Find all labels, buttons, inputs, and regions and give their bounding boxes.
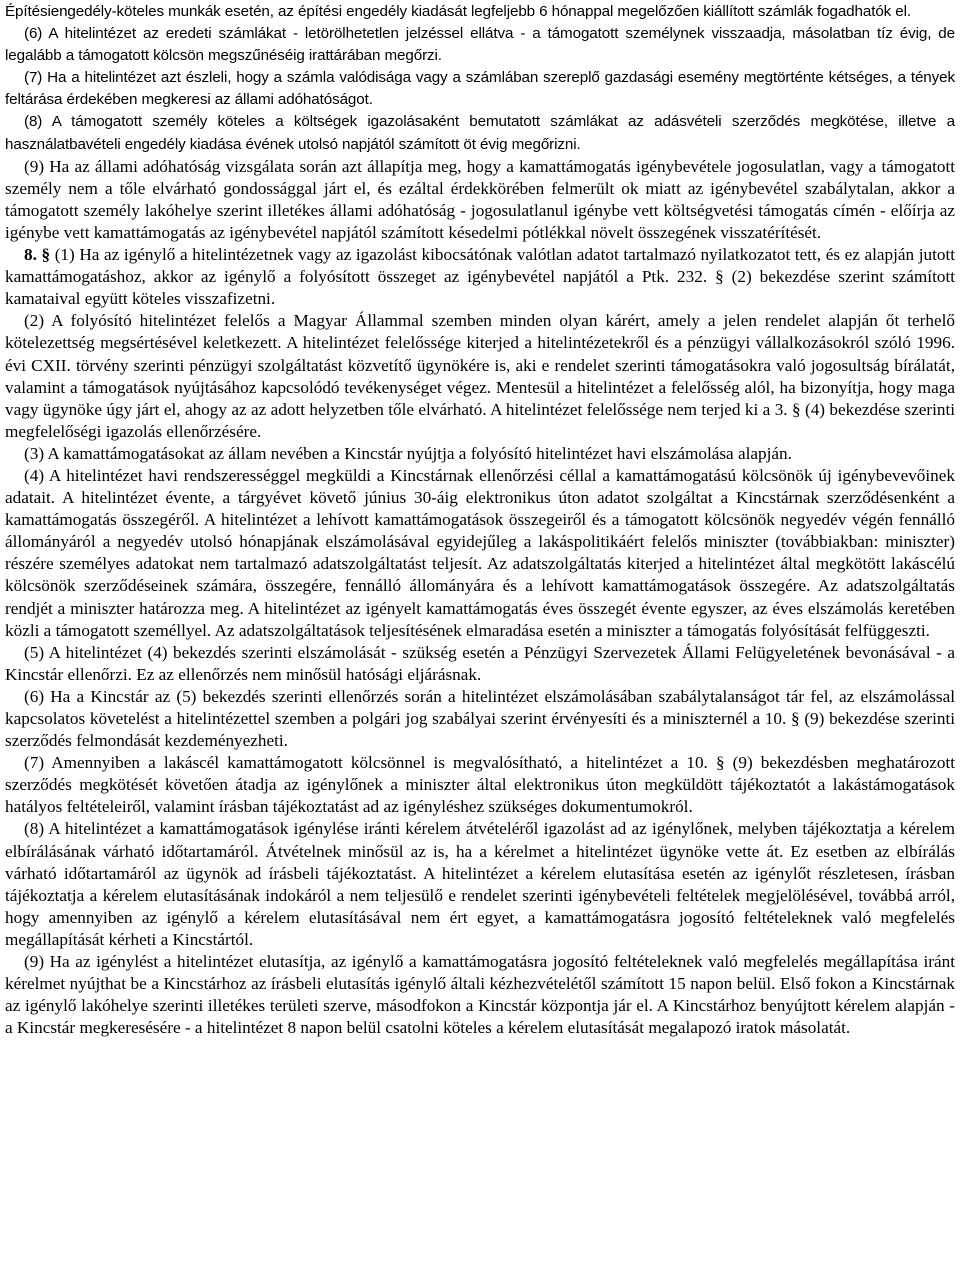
paragraph-text: (6) A hitelintézet az eredeti számlákat - letörölhetetlen jelzéssel ellátva - a támogatott személynek visszaadja, másolatban tíz évig, de legalább a támogatott kölcsön megszűnéséig irattárában megőrzi. bbox=[5, 25, 955, 65]
section-8-paragraph-1 bbox=[5, 244, 955, 310]
paragraph-text: (4) A hitelintézet havi rendszerességgel megküldi a Kincstárnak ellenőrzési céllal a kamattámogatású kölcsönök új igénybevevőinek adatait. A hitelintézet évente, a tárgyévet követő június 30-áig elektronikus úton adatot szolgáltat a Kincstárnak szerződésenként a kamattámogatás összegéről. A hitelintézet a lehívott kamattámogatások összegeiről és a támogatott kölcsönök negyedév végén fennálló állományáról a negyedév utolsó hónapjának elszámolásával egyidejűleg a lakáspolitikáért felelős miniszter (továbbiakban: miniszter) részére személyes adatokat nem tartalmazó adatszolgáltatást teljesít. Az adatszolgáltatás kiterjed a hitelintézet által megkötött lakáscélú kölcsönök szerződéseinek számára, összegére, fennálló állományára és a lehívott kamattámogatások összegére. Az adatszolgáltatás rendjét a miniszter határozza meg. A hitelintézet az igényelt kamattámogatás éves összegét évente egyszer, az éves elszámolás keretében közli a támogatott személlyel. Az adatszolgáltatások teljesítésének elmaradása esetén a miniszter a támogatás folyósítását felfüggeszti. bbox=[5, 465, 955, 640]
paragraph-7 bbox=[5, 67, 955, 111]
paragraph-text: (1) Ha az igénylő a hitelintézetnek vagy az igazolást kibocsátónak valótlan adatot tartalmazó nyilatkozatot tett, és ez alapján jutott kamattámogatáshoz, akkor az igénylő a folyósított összeget az igénybevétel napjától a Ptk. 232. § (2) bekezdése szerint számított kamataival együtt köteles visszafizetni. bbox=[5, 245, 955, 309]
paragraph-text: (6) Ha a Kincstár az (5) bekezdés szerinti ellenőrzés során a hitelintézet elszámolásában szabálytalanságot tár fel, az elszámolással kapcsolatos követelést a hitelintézettel szemben a polgári jog szabályai szerint érvényesíti és a miniszternél a 10. § (9) bekezdése szerinti szerződés felmondását kezdeményezheti. bbox=[5, 686, 955, 751]
paragraph-8 bbox=[5, 111, 955, 155]
paragraph-9 bbox=[5, 156, 955, 244]
section-8-paragraph-7 bbox=[5, 752, 955, 818]
paragraph-text: Építésiengedély-köteles munkák esetén, az építési engedély kiadását legfeljebb 6 hónappal megelőzően kiállított számlák fogadhatók el. bbox=[5, 3, 912, 20]
section-8-paragraph-8 bbox=[5, 818, 955, 951]
paragraph-text: (7) Ha a hitelintézet azt észleli, hogy a számla valódisága vagy a számlában szereplő gazdasági esemény megtörténte kétséges, a tények feltárása érdekében megkeresi az állami adóhatóságot. bbox=[5, 69, 955, 109]
paragraph-intro bbox=[5, 1, 955, 23]
paragraph-text: (9) Ha az állami adóhatóság vizsgálata során azt állapítja meg, hogy a kamattámogatás igénybevétele jogosulatlan, vagy a támogatott személy nem a tőle elvárható gondossággal járt el, és ezáltal érdekkörében felmerült ok miatt az igénybevétel szabálytalan, akkor a támogatott személy lakóhelye szerint illetékes állami adóhatóság - jogosulatlanul igénybe vett költségvetési támogatás címén - előírja az igénybe vett kamattámogatás az igénybevétel napjától számított késedelmi pótlékkal növelt összegének visszatérítését. bbox=[5, 156, 955, 242]
paragraph-text: (3) A kamattámogatásokat az állam nevében a Kincstár nyújtja a folyósító hitelintézet havi elszámolása alapján. bbox=[24, 443, 792, 463]
section-number: 8. § bbox=[24, 245, 51, 265]
paragraph-6 bbox=[5, 23, 955, 67]
section-8-paragraph-6 bbox=[5, 686, 955, 752]
section-8-paragraph-4 bbox=[5, 465, 955, 642]
paragraph-text: (5) A hitelintézet (4) bekezdés szerinti elszámolását - szükség esetén a Pénzügyi Szervezetek Állami Felügyeletének bevonásával - a Kincstár ellenőrzi. Ez az ellenőrzés nem minősül hatósági eljárásnak. bbox=[5, 642, 955, 684]
paragraph-text: (2) A folyósító hitelintézet felelős a Magyar Állammal szemben minden olyan kárért, amely a jelen rendelet alapján őt terhelő kötelezettség megsértésével keletkezett. A hitelintézet felelőssége kiterjed a hitelintézetekről és a pénzügyi vállalkozásokról szóló 1996. évi CXII. törvény szerinti pénzügyi szolgáltatást közvetítő ügynökére is, aki e rendelet szerinti támogatásokra való jogosultság bírálatát, valamint a támogatások nyújtásához kapcsolódó tevékenységet végez. Mentesül a hitelintézet a felelősség alól, ha bizonyítja, hogy maga vagy ügynöke úgy járt el, ahogy az az adott helyzetben tőle elvárható. A hitelintézet felelőssége nem terjed ki a 3. § (4) bekezdése szerinti megfelelőségi igazolás ellenőrzésére. bbox=[5, 311, 955, 441]
section-8-paragraph-9 bbox=[5, 951, 955, 1039]
paragraph-text: (7) Amennyiben a lakáscél kamattámogatott kölcsönnel is megvalósítható, a hitelintézet a 10. § (9) bekezdésben meghatározott szerződés megkötését követően átadja az igénylőnek a miniszter által elektronikus úton megküldött tájékoztatót a lakástámogatások hatályos feltételeiről, valamint írásban tájékoztatást ad az igényléshez szükséges dokumentumokról. bbox=[5, 753, 955, 817]
paragraph-text: (8) A hitelintézet a kamattámogatások igénylése iránti kérelem átvételéről igazolást ad az igénylőnek, melyben tájékoztatja a kérelem elbírálásának várható időtartamáról. Átvételnek minősül az is, ha a kérelmet a hitelintézet ügynöke vette át. Ez esetben az elbírálás várható időtartamáról az ügynök ad írásbeli tájékoztatást. A hitelintézet a kérelem elutasítása esetén az igénylőt részletesen, írásban tájékoztatja a kérelem elutasításának indokáról a nem teljesülő e rendelet szerinti igénybevételi feltételek megjelölésével, továbbá arról, hogy amennyiben az igénylő a kérelem elutasításával nem ért egyet, a kamattámogatásra jogosító feltételeknek való megfelelés megállapítását kérheti a Kincstártól. bbox=[5, 819, 955, 949]
paragraph-text: (9) Ha az igénylést a hitelintézet elutasítja, az igénylő a kamattámogatásra jogosító feltételeknek való megfelelés megállapítása iránt kérelmet nyújthat be a Kincstárhoz az írásbeli elutasítás igénylő általi kézhezvételétől számított 15 napon belül. Első fokon a Kincstárnak az igénylő lakóhelye szerinti illetékes területi szerve, másodfokon a Kincstár központja jár el. A Kincstárhoz benyújtott kérelem alapján - a Kincstár megkeresésére - a hitelintézet 8 napon belül csatolni köteles a kérelem elutasítását megalapozó iratok másolatát. bbox=[5, 952, 955, 1038]
section-8-paragraph-5 bbox=[5, 642, 955, 686]
paragraph-text: (8) A támogatott személy köteles a költségek igazolásaként bemutatott számlákat az adásvételi szerződés megkötése, illetve a használatbavételi engedély kiadása évének utolsó napjától számított öt évig megőrizni. bbox=[5, 113, 955, 153]
section-8-paragraph-2 bbox=[5, 310, 955, 443]
section-8-paragraph-3 bbox=[5, 443, 955, 465]
